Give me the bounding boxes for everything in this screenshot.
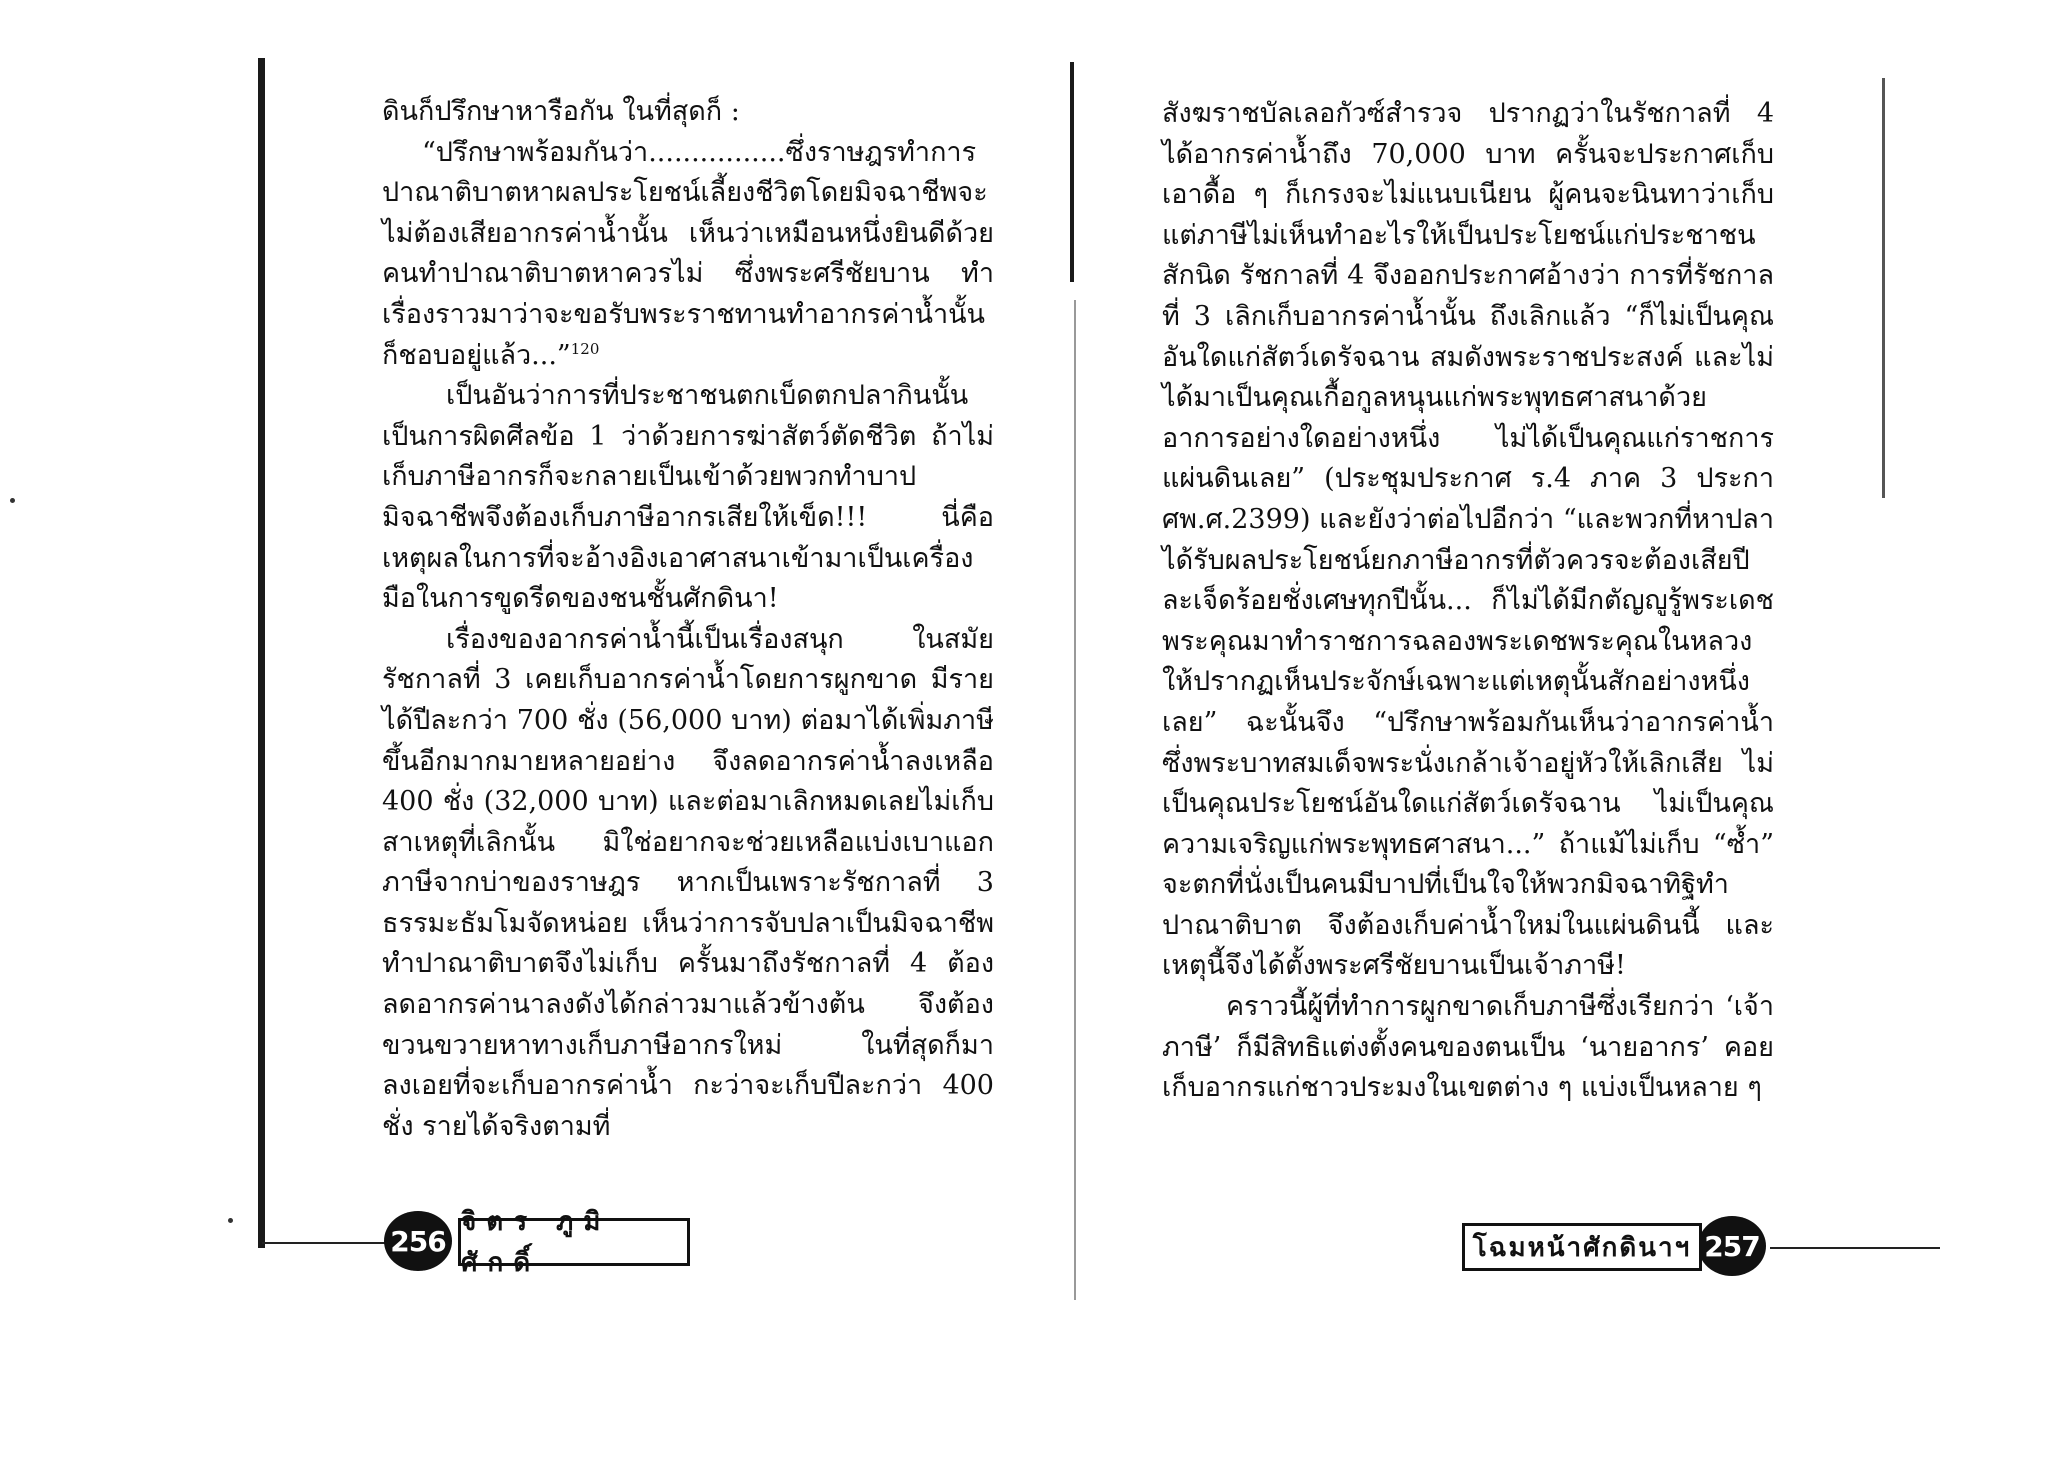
footer-rule xyxy=(262,1242,386,1244)
paragraph: เป็นอันว่าการที่ประชาชนตกเบ็ดตกปลากินนั้นเป็นการผิดศีลข้อ 1 ว่าด้วยการฆ่าสัตว์ตัดชีวิต ถ้าไม่เก็บภาษีอากรก็จะกลายเป็นเข้าด้วยพวกทำบาปมิจฉาชีพจึงต้องเก็บภาษีอากรเสียให้เข็ด!!! นี่คือเหตุผลในการที่จะอ้างอิงเอาศาสนาเข้ามาเป็นเครื่องมือในการขูดรีดของชนชั้นศักดินา! xyxy=(382,380,994,615)
scan-speck xyxy=(228,1218,233,1223)
page-number-badge: 256 xyxy=(384,1211,452,1271)
right-page xyxy=(1060,0,2048,1481)
paragraph: ดินก็ปรึกษาหารือกัน ในที่สุดก็ : xyxy=(382,96,740,127)
paragraph: คราวนี้ผู้ที่ทำการผูกขาดเก็บภาษีซึ่งเรียกว่า ‘เจ้าภาษี’ ก็มีสิทธิแต่งตั้งคนของตนเป็น ‘นายอากร’ คอยเก็บอากรแก่ชาวประมงในเขตต่าง ๆ แบ่งเป็นหลาย ๆ xyxy=(1162,991,1774,1104)
page-number-badge: 257 xyxy=(1698,1216,1766,1276)
running-title: จิตร ภูมิศักดิ์ xyxy=(458,1218,690,1266)
quotation-paragraph xyxy=(382,133,994,377)
footer-rule xyxy=(1770,1247,1940,1249)
left-page-body xyxy=(382,92,994,1147)
footnote-marker: 120 xyxy=(570,339,600,358)
paragraph: สังฆราชบัลเลอกัวซ์สำรวจ ปรากฏว่าในรัชกาลที่ 4 ได้อากรค่าน้ำถึง 70,000 บาท ครั้นจะประกาศเก็บเอาดื้อ ๆ ก็เกรงจะไม่แนบเนียน ผู้คนจะนินทาว่าเก็บแต่ภาษีไม่เห็นทำอะไรให้เป็นประโยชน์แก่ประชาชนสักนิด รัชกาลที่ 4 จึงออกประกาศอ้างว่า การที่รัชกาลที่ 3 เลิกเก็บอากรค่าน้ำนั้น ถึงเลิกแล้ว “ก็ไม่เป็นคุณอันใดแก่สัตว์เดรัจฉาน สมดังพระราชประสงค์ และไม่ได้มาเป็นคุณเกื้อกูลหนุนแก่พระพุทธศาสนาด้วยอาการอย่างใดอย่างหนึ่ง ไม่ได้เป็นคุณแก่ราชการแผ่นดินเลย” (ประชุมประกาศ ร.4 ภาค 3 ประกาศพ.ศ.2399) และยังว่าต่อไปอีกว่า “และพวกที่หาปลาได้รับผลประโยชน์ยกภาษีอากรที่ตัวควรจะต้องเสียปีละเจ็ดร้อยชั่งเศษทุกปีนั้น... ก็ไม่ได้มีกตัญญูรู้พระเดชพระคุณมาทำราชการฉลองพระเดชพระคุณในหลวงให้ปรากฏเห็นประจักษ์เฉพาะแต่เหตุนั้นสักอย่างหนึ่งเลย” ฉะนั้นจึง “ปรึกษาพร้อมกันเห็นว่าอากรค่าน้ำ ซึ่งพระบาทสมเด็จพระนั่งเกล้าเจ้าอยู่หัวให้เลิกเสีย ไม่เป็นคุณประโยชน์อันใดแก่สัตว์เดรัจฉาน ไม่เป็นคุณความเจริญแก่พระพุทธศาสนา...” ถ้าแม้ไม่เก็บ “ซ้ำ” จะตกที่นั่งเป็นคนมีบาปที่เป็นใจให้พวกมิจฉาทิฐิทำปาณาติบาต จึงต้องเก็บค่าน้ำใหม่ในแผ่นดินนี้ และเหตุนี้จึงได้ตั้งพระศรีชัยบานเป็นเจ้าภาษี! xyxy=(1162,98,1774,982)
right-page-body xyxy=(1162,94,1774,1109)
scan-speck xyxy=(10,498,15,503)
left-page-edge xyxy=(258,58,265,1248)
right-page-edge xyxy=(1882,78,1885,498)
running-title: โฉมหน้าศักดินาฯ xyxy=(1462,1223,1702,1271)
paragraph: เรื่องของอากรค่าน้ำนี้เป็นเรื่องสนุก ในสมัยรัชกาลที่ 3 เคยเก็บอากรค่าน้ำโดยการผูกขาด มีรายได้ปีละกว่า 700 ชั่ง (56,000 บาท) ต่อมาได้เพิ่มภาษีขึ้นอีกมากมายหลายอย่าง จึงลดอากรค่าน้ำลงเหลือ 400 ชั่ง (32,000 บาท) และต่อมาเลิกหมดเลยไม่เก็บ สาเหตุที่เลิกนั้น มิใช่อยากจะช่วยเหลือแบ่งเบาแอกภาษีจากบ่าของราษฎร หากเป็นเพราะรัชกาลที่ 3 ธรรมะธัมโมจัดหน่อย เห็นว่าการจับปลาเป็นมิจฉาชีพทำปาณาติบาตจึงไม่เก็บ ครั้นมาถึงรัชกาลที่ 4 ต้องลดอากรค่านาลงดังได้กล่าวมาแล้วข้างต้น จึงต้องขวนขวายหาทางเก็บภาษีอากรใหม่ ในที่สุดก็มาลงเอยที่จะเก็บอากรค่าน้ำ กะว่าจะเก็บปีละกว่า 400 ชั่ง รายได้จริงตามที่ xyxy=(382,623,994,1142)
quotation-text: “ปรึกษาพร้อมกันว่า................ซึ่งราษฎรทำการปาณาติบาตหาผลประโยชน์เลี้ยงชีวิตโดยมิจฉาชีพจะไม่ต้องเสียอากรค่าน้ำนั้น เห็นว่าเหมือนหนึ่งยินดีด้วยคนทำปาณาติบาตหาควรไม่ ซึ่งพระศรีชัยบาน ทำเรื่องราวมาว่าจะขอรับพระราชทานทำอากรค่าน้ำนั้นก็ชอบอยู่แล้ว...” xyxy=(382,136,994,371)
